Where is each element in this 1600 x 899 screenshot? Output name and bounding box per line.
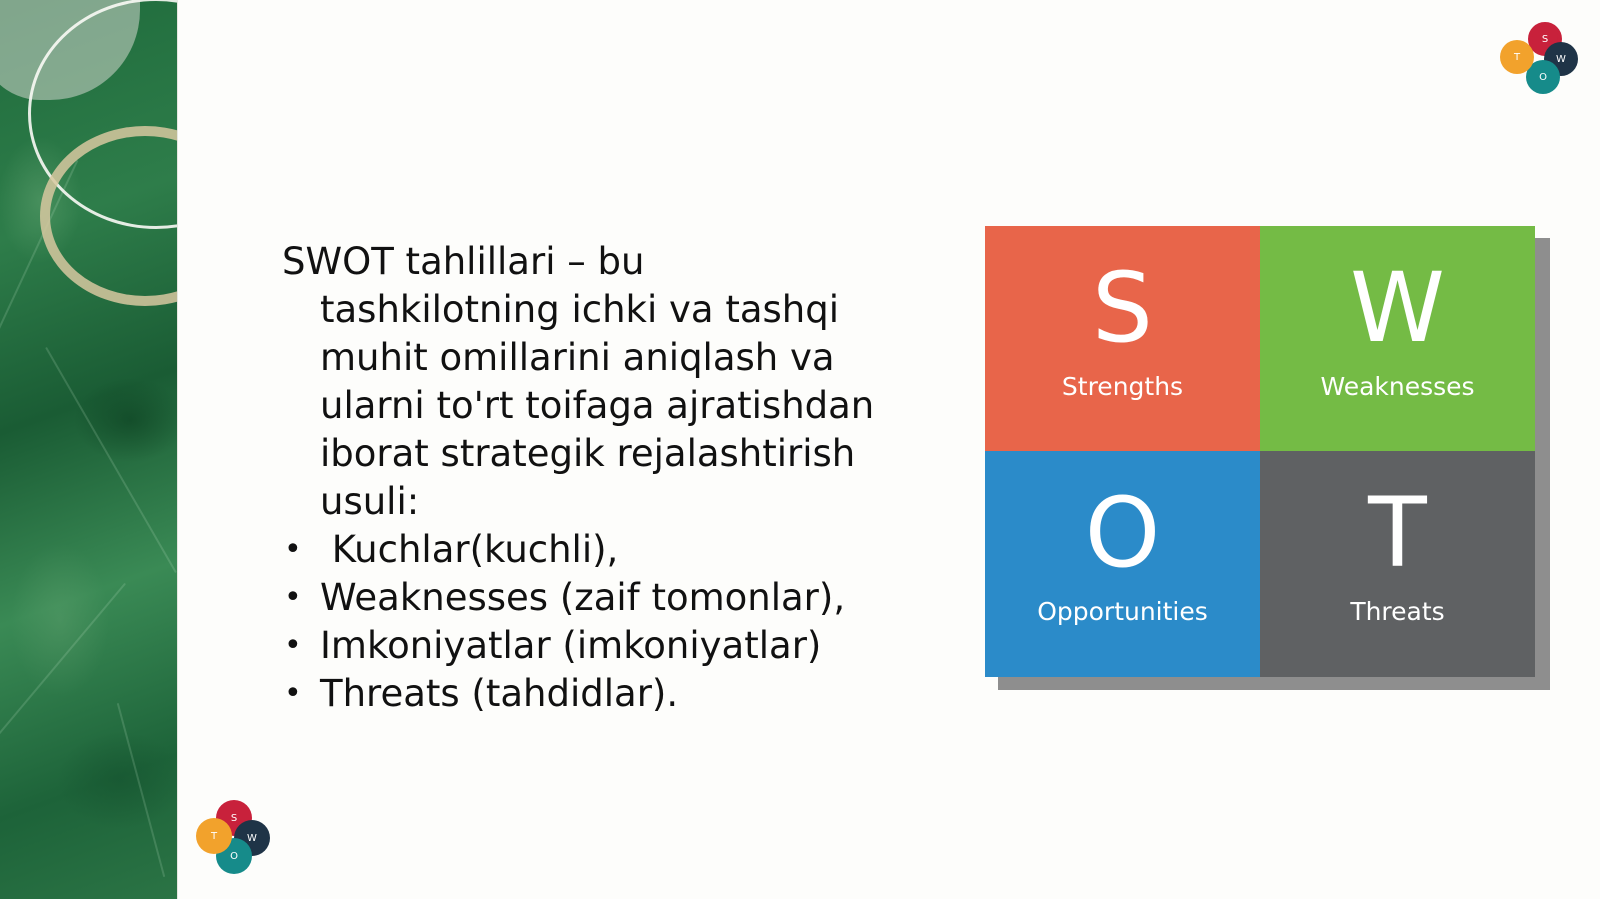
panel-divider [177, 0, 178, 899]
logo-circle-t: T [196, 818, 232, 854]
list-item-text: Weaknesses (zaif tomonlar), [320, 576, 846, 619]
logo-circle-o: O [1526, 60, 1560, 94]
list-item-text: Imkoniyatlar (imkoniyatlar) [320, 624, 822, 667]
swot-letter-t: T [1368, 477, 1427, 589]
bullet-icon: • [284, 628, 302, 663]
logo-circle-s: S [216, 800, 252, 836]
swot-cell-strengths [985, 226, 1260, 451]
logo-circle-w: W [234, 820, 270, 856]
logo-circle-o: O [216, 838, 252, 874]
swot-cell-weaknesses [1260, 226, 1535, 451]
list-item-text: Threats (tahdidlar). [320, 672, 679, 715]
swot-letter-w: W [1350, 252, 1445, 364]
swot-letter-s: S [1092, 252, 1153, 364]
logo-circle-s: S [1528, 22, 1562, 56]
swot-label-weaknesses: Weaknesses [1320, 372, 1475, 401]
logo-circle-t: T [1500, 40, 1534, 74]
swot-letter-o: O [1084, 477, 1161, 589]
swot-label-threats: Threats [1350, 597, 1445, 626]
bullet-icon: • [284, 580, 302, 615]
marble-background-panel [0, 0, 177, 899]
list-item-text: Kuchlar(kuchli), [320, 528, 619, 571]
swot-label-opportunities: Opportunities [1037, 597, 1208, 626]
logo-circle-w: W [1544, 42, 1578, 76]
bullet-icon: • [284, 532, 302, 567]
intro-paragraph: SWOT tahlillari – bu tashkilotning ichki va tashqi muhit omillarini aniqlash va ularni to'rt toifaga ajratishdan iborat strategik rejalashtirish usuli: [282, 240, 875, 523]
swot-grid [985, 226, 1535, 677]
swot-cell-opportunities [985, 451, 1260, 677]
slide-text-block [282, 238, 882, 718]
list-item [282, 670, 882, 718]
swot-label-strengths: Strengths [1061, 372, 1184, 401]
list-item [282, 622, 882, 670]
swot-cell-threats [1260, 451, 1535, 677]
swot-logo-bottom-left [196, 800, 276, 880]
bullet-list [282, 526, 882, 718]
list-item [282, 574, 882, 622]
swot-logo-top-right [1500, 22, 1580, 102]
list-item [282, 526, 882, 574]
bullet-icon: • [284, 676, 302, 711]
